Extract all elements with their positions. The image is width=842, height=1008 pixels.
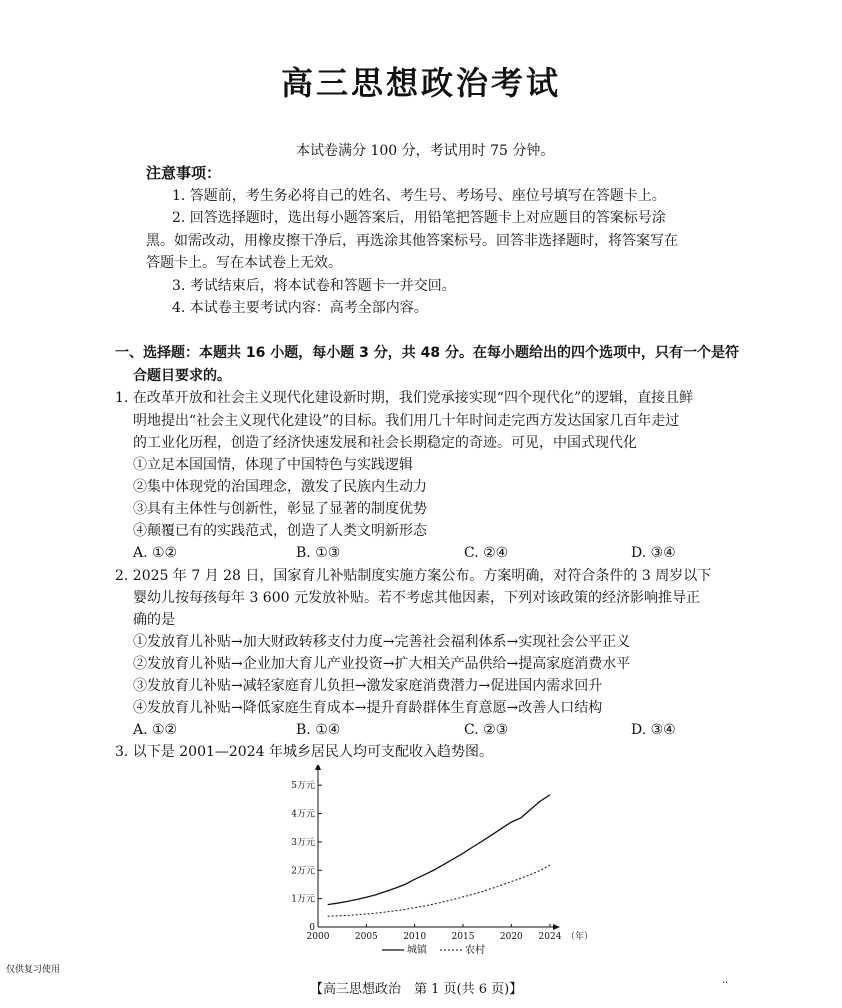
section-heading: 合题目要求的。 bbox=[133, 368, 231, 384]
page-title: 高三思想政治考试 bbox=[280, 64, 561, 102]
y-axis-arrow bbox=[315, 765, 321, 770]
question-1-stem: 明地提出“社会主义现代化建设”的目标。我们用几十年时间走完西方发达国家几百年走过 bbox=[133, 413, 680, 429]
series-line-城镇 bbox=[328, 795, 550, 905]
question-1-option-b[interactable]: B. ①③ bbox=[296, 545, 341, 561]
exam-meta: 本试卷满分 100 分，考试用时 75 分钟。 bbox=[296, 143, 555, 159]
legend-label: 城镇 bbox=[407, 945, 427, 955]
question-2-statement: ①发放育儿补贴→加大财政转移支付力度→完善社会福利体系→实现社会公平正义 bbox=[133, 634, 631, 650]
y-tick-label: 4万元 bbox=[291, 809, 315, 820]
notice-heading: 注意事项： bbox=[146, 164, 222, 182]
y-tick-label: 0 bbox=[309, 923, 315, 933]
question-1-option-c[interactable]: C. ②④ bbox=[464, 545, 509, 561]
notice-line: 3. 考试结束后，将本试卷和答题卡一并交回。 bbox=[172, 278, 456, 294]
question-2-statement: ②发放育儿补贴→企业加大育儿产业投资→扩大相关产品供给→提高家庭消费水平 bbox=[133, 656, 631, 672]
x-tick-label: 2015 bbox=[451, 932, 475, 942]
question-2-option-b[interactable]: B. ①④ bbox=[296, 722, 341, 738]
page-footer: 【高三思想政治 第 1 页(共 6 页)】 bbox=[310, 982, 523, 997]
x-tick-label: 2024 bbox=[538, 932, 562, 942]
y-tick-label: 3万元 bbox=[291, 837, 315, 848]
x-unit-label: （年） bbox=[566, 932, 594, 942]
question-1-statement: ④颠覆已有的实践范式，创造了人类文明新形态 bbox=[133, 523, 427, 539]
question-2-option-c[interactable]: C. ②③ bbox=[464, 722, 509, 738]
question-2-stem: 确的是 bbox=[133, 612, 175, 628]
question-2-option-d[interactable]: D. ③④ bbox=[631, 722, 676, 738]
x-tick-label: 2010 bbox=[403, 932, 427, 942]
side-note: 仅供复习使用 bbox=[6, 965, 61, 975]
notice-line: 黑。如需改动，用橡皮擦干净后，再选涂其他答案标号。回答非选择题时，将答案写在 bbox=[146, 233, 678, 249]
question-2-statement: ④发放育儿补贴→降低家庭生育成本→提升育龄群体生育意愿→改善人口结构 bbox=[133, 700, 603, 716]
question-1-stem: 的工业化历程，创造了经济快速发展和社会长期稳定的奇迹。可见，中国式现代化 bbox=[133, 435, 637, 451]
question-2-statement: ③发放育儿补贴→减轻家庭育儿负担→激发家庭消费潜力→促进国内需求回升 bbox=[133, 678, 603, 694]
corner-mark: ·· bbox=[722, 978, 729, 989]
legend-label: 农村 bbox=[465, 945, 485, 955]
question-1-statement: ②集中体现党的治国理念，激发了民族内生动力 bbox=[133, 479, 427, 495]
x-tick-label: 2005 bbox=[354, 932, 378, 942]
y-tick-label: 1万元 bbox=[291, 894, 315, 905]
question-3-stem: 3. 以下是 2001—2024 年城乡居民人均可支配收入趋势图。 bbox=[115, 744, 493, 760]
question-1-stem: 1. 在改革开放和社会主义现代化建设新时期，我们党承接实现“四个现代化”的逻辑，直接且鲜 bbox=[115, 390, 694, 406]
x-tick-label: 2000 bbox=[306, 932, 330, 942]
notice-line: 2. 回答选择题时，选出每小题答案后，用铅笔把答题卡上对应题目的答案标号涂 bbox=[172, 210, 666, 226]
y-tick-label: 2万元 bbox=[291, 866, 315, 877]
income-trend-chart bbox=[270, 765, 610, 955]
notice-line: 1. 答题前，考生务必将自己的姓名、考生号、考场号、座位号填写在答题卡上。 bbox=[172, 188, 666, 204]
notice-line: 4. 本试卷主要考试内容：高考全部内容。 bbox=[172, 300, 428, 316]
question-1-option-a[interactable]: A. ①② bbox=[133, 545, 178, 561]
x-axis-arrow bbox=[553, 924, 560, 930]
series-line-农村 bbox=[328, 865, 550, 916]
x-tick-label: 2020 bbox=[499, 932, 523, 942]
notice-line: 答题卡上。写在本试卷上无效。 bbox=[146, 255, 342, 271]
question-1-statement: ③具有主体性与创新性，彰显了显著的制度优势 bbox=[133, 501, 427, 517]
question-2-stem: 婴幼儿按每孩每年 3 600 元发放补贴。若不考虑其他因素，下列对该政策的经济影响推导正 bbox=[133, 590, 700, 606]
question-1-statement: ①立足本国国情，体现了中国特色与实践逻辑 bbox=[133, 457, 413, 473]
question-2-option-a[interactable]: A. ①② bbox=[133, 722, 178, 738]
question-1-option-d[interactable]: D. ③④ bbox=[631, 545, 676, 561]
question-2-stem: 2. 2025 年 7 月 28 日，国家育儿补贴制度实施方案公布。方案明确，对符合条件的 3 周岁以下 bbox=[115, 568, 712, 584]
section-heading: 一、选择题：本题共 16 小题，每小题 3 分，共 48 分。在每小题给出的四个选项中，只有一个是符 bbox=[115, 345, 739, 361]
y-tick-label: 5万元 bbox=[291, 781, 315, 792]
